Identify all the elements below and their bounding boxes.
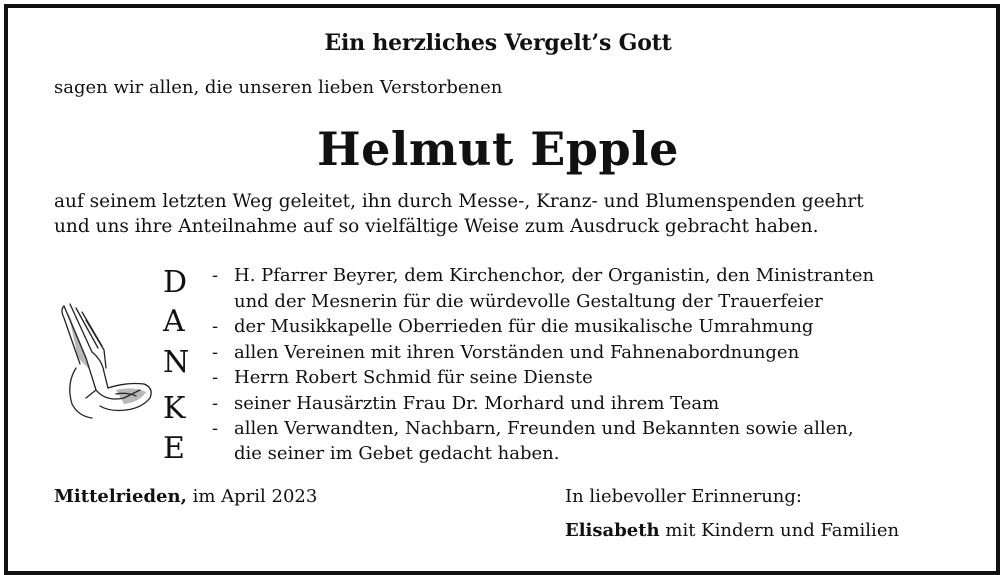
deceased-name: Helmut Epple: [317, 122, 679, 176]
intro-text: sagen wir allen, die unseren lieben Verstorbenen: [54, 77, 503, 98]
thanks-line: die seiner im Gebet gedacht haben.: [234, 443, 560, 464]
list-dash: -: [212, 316, 219, 337]
praying-hands-icon: [56, 298, 160, 422]
place-date: [54, 486, 317, 507]
danke-letter: N: [163, 345, 190, 380]
danke-letter: D: [163, 265, 188, 300]
body-line: und uns ihre Anteilnahme auf so vielfältige Weise zum Ausdruck gebracht haben.: [54, 216, 819, 237]
thanks-line: der Musikkapelle Oberrieden für die musikalische Umrahmung: [234, 316, 814, 337]
signature-line: [565, 520, 899, 541]
signer-rest: mit Kindern und Familien: [665, 520, 900, 541]
thanks-line: Herrn Robert Schmid für seine Dienste: [234, 367, 593, 388]
thanks-line: allen Verwandten, Nachbarn, Freunden und Bekannten sowie allen,: [234, 418, 854, 439]
notice-heading: Ein herzliches Vergelt’s Gott: [324, 30, 672, 56]
list-dash: -: [212, 418, 219, 439]
signer-name: Elisabeth: [565, 520, 660, 541]
date: im April 2023: [192, 486, 318, 507]
danke-letter: E: [163, 431, 185, 466]
place: Mittelrieden,: [54, 486, 187, 507]
thanks-line: und der Mesnerin für die würdevolle Gestaltung der Trauerfeier: [234, 291, 823, 312]
thanks-line: H. Pfarrer Beyrer, dem Kirchenchor, der Organistin, den Ministranten: [234, 265, 875, 286]
thanks-line: seiner Hausärztin Frau Dr. Morhard und ihrem Team: [234, 393, 720, 414]
body-line: auf seinem letzten Weg geleitet, ihn durch Messe-, Kranz- und Blumenspenden geehrt: [54, 191, 864, 212]
memory-line: In liebevoller Erinnerung:: [565, 486, 802, 507]
list-dash: -: [212, 393, 219, 414]
danke-letter: K: [163, 391, 186, 426]
list-dash: -: [212, 265, 219, 286]
list-dash: -: [212, 367, 219, 388]
list-dash: -: [212, 342, 219, 363]
thanks-line: allen Vereinen mit ihren Vorständen und Fahnenabordnungen: [234, 342, 800, 363]
danke-letter: A: [163, 304, 185, 339]
